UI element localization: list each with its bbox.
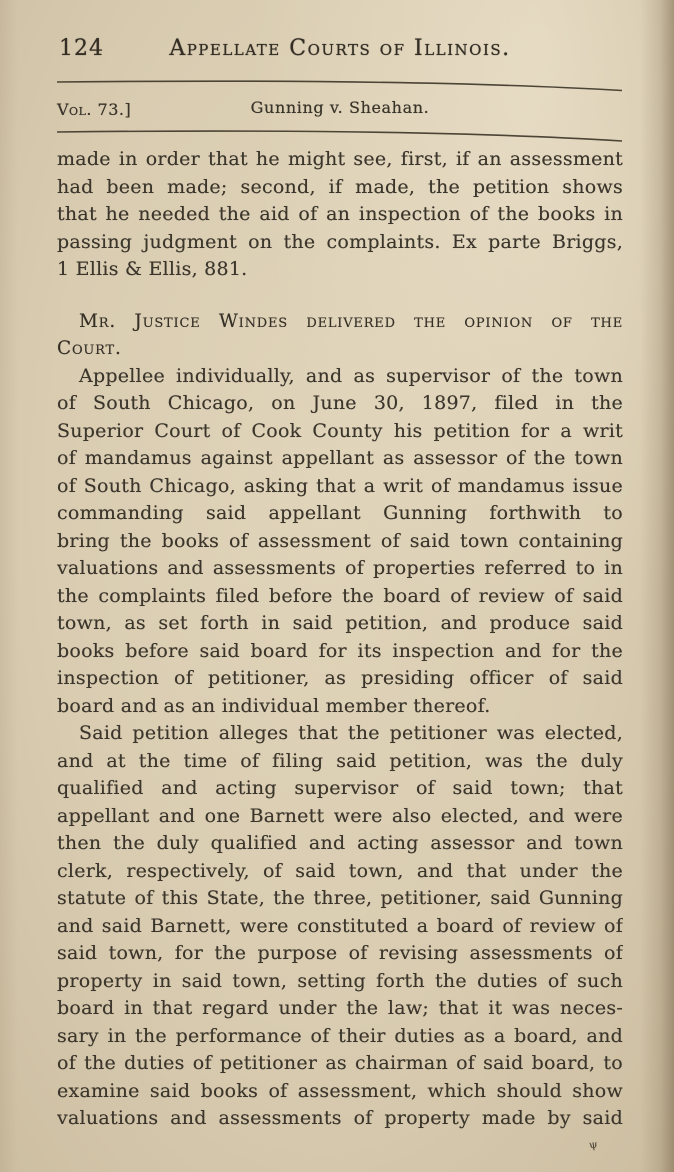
text-line: valuations and assessments of property made by said	[57, 1107, 623, 1129]
text-line: clerk, respectively, of said town, and that under the	[57, 859, 623, 882]
text-line: board and as an individual member thereof.	[57, 694, 491, 717]
header-rule-top	[54, 78, 626, 94]
text-line: qualified and acting supervisor of said town; that	[57, 777, 623, 799]
text-line: Superior Court of Cook County his petition for a writ	[57, 419, 623, 442]
text-line: that he needed the aid of an inspection of the books in	[57, 203, 623, 225]
text-line: Mr. Justice Windes delivered the opinion of the	[79, 310, 623, 332]
text-line: the complaints filed before the board of review of said	[57, 584, 623, 607]
text-line: made in order that he might see, first, if an assessment	[57, 148, 623, 170]
page-number: 124	[59, 36, 104, 61]
text-line: statute of this State, the three, petitioner, said Gunning	[57, 887, 623, 909]
case-title: Gunning v. Sheahan.	[250, 98, 430, 117]
text-line: of the duties of petitioner as chairman of said board, to	[57, 1052, 623, 1074]
text-line: of South Chicago, on June 30, 1897, filed in the	[57, 392, 623, 414]
text-line: examine said books of assessment, which should show	[57, 1079, 623, 1102]
text-line: property in said town, setting forth the duties of such	[57, 969, 623, 992]
text-line: said town, for the purpose of revising assessments of	[57, 942, 623, 964]
text-line: bring the books of assessment of said town containing	[57, 529, 623, 552]
text-line: Said petition alleges that the petitioner was elected,	[79, 722, 623, 744]
text-line: and said Barnett, were constituted a board of review of	[57, 914, 623, 937]
text-line: Appellee individually, and as supervisor of the town	[79, 364, 623, 387]
text-line: 1 Ellis & Ellis, 881.	[57, 258, 248, 280]
paragraph-body	[57, 363, 623, 721]
page-header	[57, 36, 623, 66]
volume-label: Vol. 73.]	[57, 100, 132, 119]
text-line: of South Chicago, asking that a writ of mandamus issue	[57, 474, 623, 497]
text-line: and at the time of filing said petition, was the duly	[57, 749, 623, 772]
text-line: commanding said appellant Gunning forthwith to	[57, 502, 623, 524]
paragraph-body	[57, 720, 623, 1133]
text-line: Court.	[57, 338, 122, 359]
paragraph-opinion-heading	[57, 308, 623, 363]
text-line: had been made; second, if made, the petition shows	[57, 175, 623, 198]
header-rule-bottom	[54, 127, 626, 145]
text-line: valuations and assessments of properties referred to in	[57, 557, 623, 579]
text-line: town, as set forth in said petition, and produce said	[57, 612, 623, 634]
text-line: then the duly qualified and acting assessor and town	[57, 832, 623, 854]
text-line: board in that regard under the law; that it was neces-	[57, 997, 623, 1019]
text-line: sary in the performance of their duties as a board, and	[57, 1024, 623, 1047]
body-text	[57, 146, 623, 1152]
paragraph-continuation	[57, 146, 623, 284]
text-line: passing judgment on the complaints. Ex parte Briggs,	[57, 230, 623, 253]
text-line: of mandamus against appellant as assessor of the town	[57, 447, 623, 469]
text-line: inspection of petitioner, as presiding officer of said	[57, 667, 623, 689]
running-head: Appellate Courts of Illinois.	[169, 36, 511, 61]
text-line: books before said board for its inspection and for the	[57, 639, 623, 662]
text-line: appellant and one Barnett were also elected, and were	[57, 804, 623, 827]
case-header	[57, 98, 623, 122]
printers-mark: ψ	[588, 1136, 599, 1152]
